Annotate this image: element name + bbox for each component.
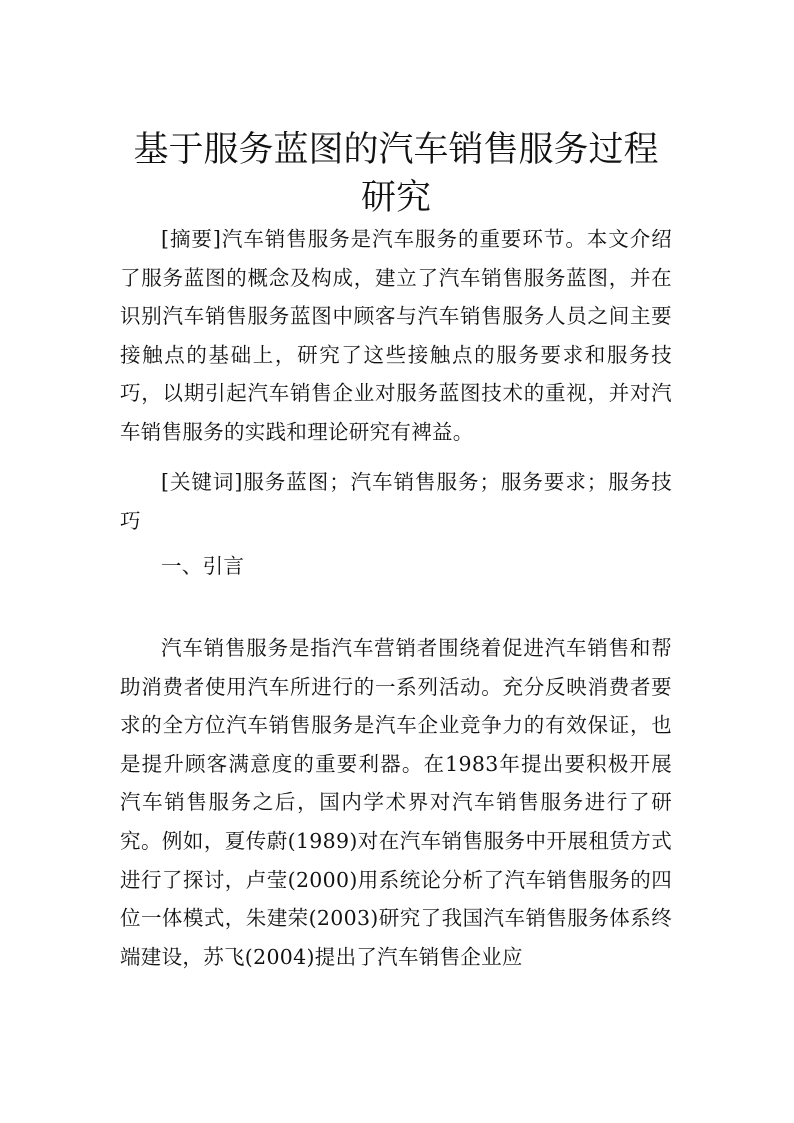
abstract-paragraph: [摘要]汽车销售服务是汽车服务的重要环节。本文介绍了服务蓝图的概念及构成，建立了汽车销售服务蓝图，并在识别汽车销售服务蓝图中顾客与汽车销售服务人员之间主要接触点的基础上，研究了这些接触点的服务要求和服务技巧，以期引起汽车销售企业对服务蓝图技术的重视，并对汽车销售服务的实践和理论研究有裨益。 <box>120 227 672 444</box>
introduction-paragraph: 汽车销售服务是指汽车营销者围绕着促进汽车销售和帮助消费者使用汽车所进行的一系列活动。充分反映消费者要求的全方位汽车销售服务是汽车企业竞争力的有效保证，也是提升顾客满意度的重要利器。在1983年提出要积极开展汽车销售服务之后，国内学术界对汽车销售服务进行了研究。例如，夏传蔚(1989)对在汽车销售服务中开展租赁方式进行了探讨，卢莹(2000)用系统论分析了汽车销售服务的四位一体模式，朱建荣(2003)研究了我国汽车销售服务体系终端建设，苏飞(2004)提出了汽车销售企业应 <box>120 636 672 969</box>
section-heading-introduction: 一、引言 <box>161 554 245 578</box>
document-title: 基于服务蓝图的汽车销售服务过程研究 <box>133 130 659 219</box>
keywords-paragraph: [关键词]服务蓝图；汽车销售服务；服务要求；服务技巧 <box>120 470 672 533</box>
